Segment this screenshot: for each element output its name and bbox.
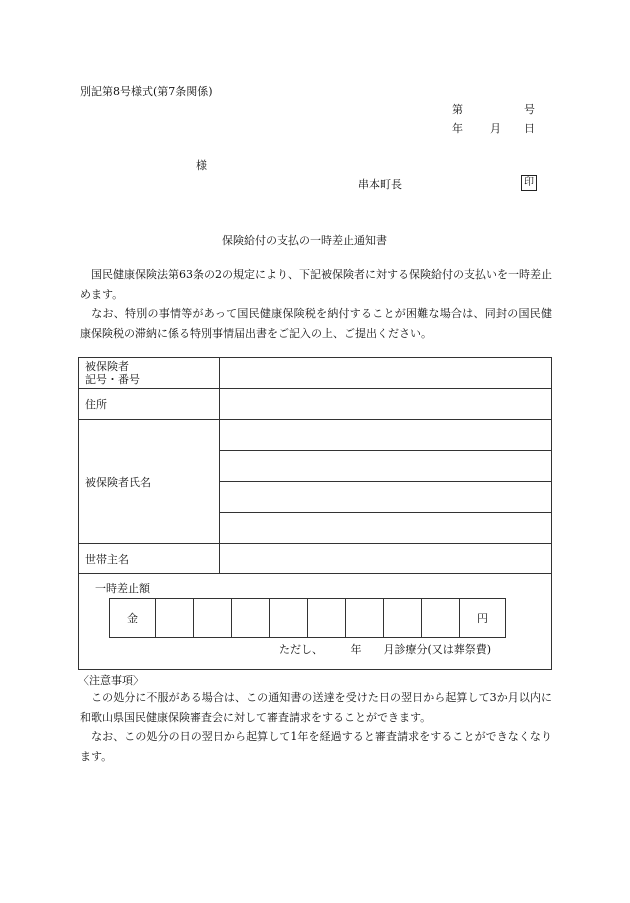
insured-id-field[interactable] (220, 358, 552, 389)
notes-heading: 〈注意事項〉 (78, 674, 144, 687)
insured-id-label-line2: 記号・番号 (85, 373, 140, 386)
insured-name-field-3[interactable] (220, 482, 552, 513)
info-table (78, 357, 552, 670)
insured-id-label-line1: 被保険者 (85, 360, 129, 373)
insured-id-label (79, 358, 220, 389)
insured-name-field-2[interactable] (220, 451, 552, 482)
amount-kin: 金 (110, 599, 156, 638)
amount-label: 一時差止額 (95, 582, 150, 595)
amount-digit-box[interactable] (232, 599, 270, 638)
amount-digit-box[interactable] (422, 599, 460, 638)
seal-box: 印 (521, 175, 537, 191)
amount-grid (109, 598, 506, 638)
recipient-honorific: 様 (196, 159, 207, 172)
date-year: 年 (452, 122, 463, 135)
treatment-period-note: ただし、 年 月診療分(又は葬祭費) (279, 643, 492, 656)
insured-name-field-4[interactable] (220, 513, 552, 544)
form-number: 別記第8号様式(第7条関係) (80, 85, 213, 98)
amount-digit-box[interactable] (308, 599, 346, 638)
body-paragraph-1: 国民健康保険法第63条の2の規定により、下記被保険者に対する保険給付の支払いを一時差止めます。 (80, 268, 552, 301)
date-day: 日 (524, 122, 535, 135)
amount-digit-box[interactable] (270, 599, 308, 638)
amount-digit-box[interactable] (384, 599, 422, 638)
body-paragraph-2: なお、特別の事情等があって国民健康保険税を納付することが困難な場合は、同封の国民健康保険税の滞納に係る特別事情届出書をご記入の上、ご提出ください。 (80, 307, 552, 340)
household-head-label: 世帯主名 (79, 544, 220, 574)
amount-section (79, 574, 552, 670)
doc-number-go: 号 (524, 103, 535, 116)
notes-paragraph-1: この処分に不服がある場合は、この通知書の送達を受けた日の翌日から起算して3か月以内に和歌山県国民健康保険審査会に対して審査請求をすることができます。 (80, 691, 552, 724)
amount-yen: 円 (460, 599, 506, 638)
insured-name-field-1[interactable] (220, 420, 552, 451)
address-field[interactable] (220, 389, 552, 420)
issuer-name: 串本町長 (358, 178, 402, 191)
amount-digit-box[interactable] (346, 599, 384, 638)
address-label: 住所 (79, 389, 220, 420)
doc-number-dai: 第 (452, 103, 463, 116)
amount-digit-box[interactable] (194, 599, 232, 638)
date-month: 月 (490, 122, 501, 135)
document-title: 保険給付の支払の一時差止通知書 (222, 234, 387, 247)
notes-paragraph-2: なお、この処分の日の翌日から起算して1年を経過すると審査請求をすることができなくなります。 (80, 730, 552, 763)
amount-digit-box[interactable] (156, 599, 194, 638)
household-head-field[interactable] (220, 544, 552, 574)
insured-name-label: 被保険者氏名 (79, 420, 220, 544)
